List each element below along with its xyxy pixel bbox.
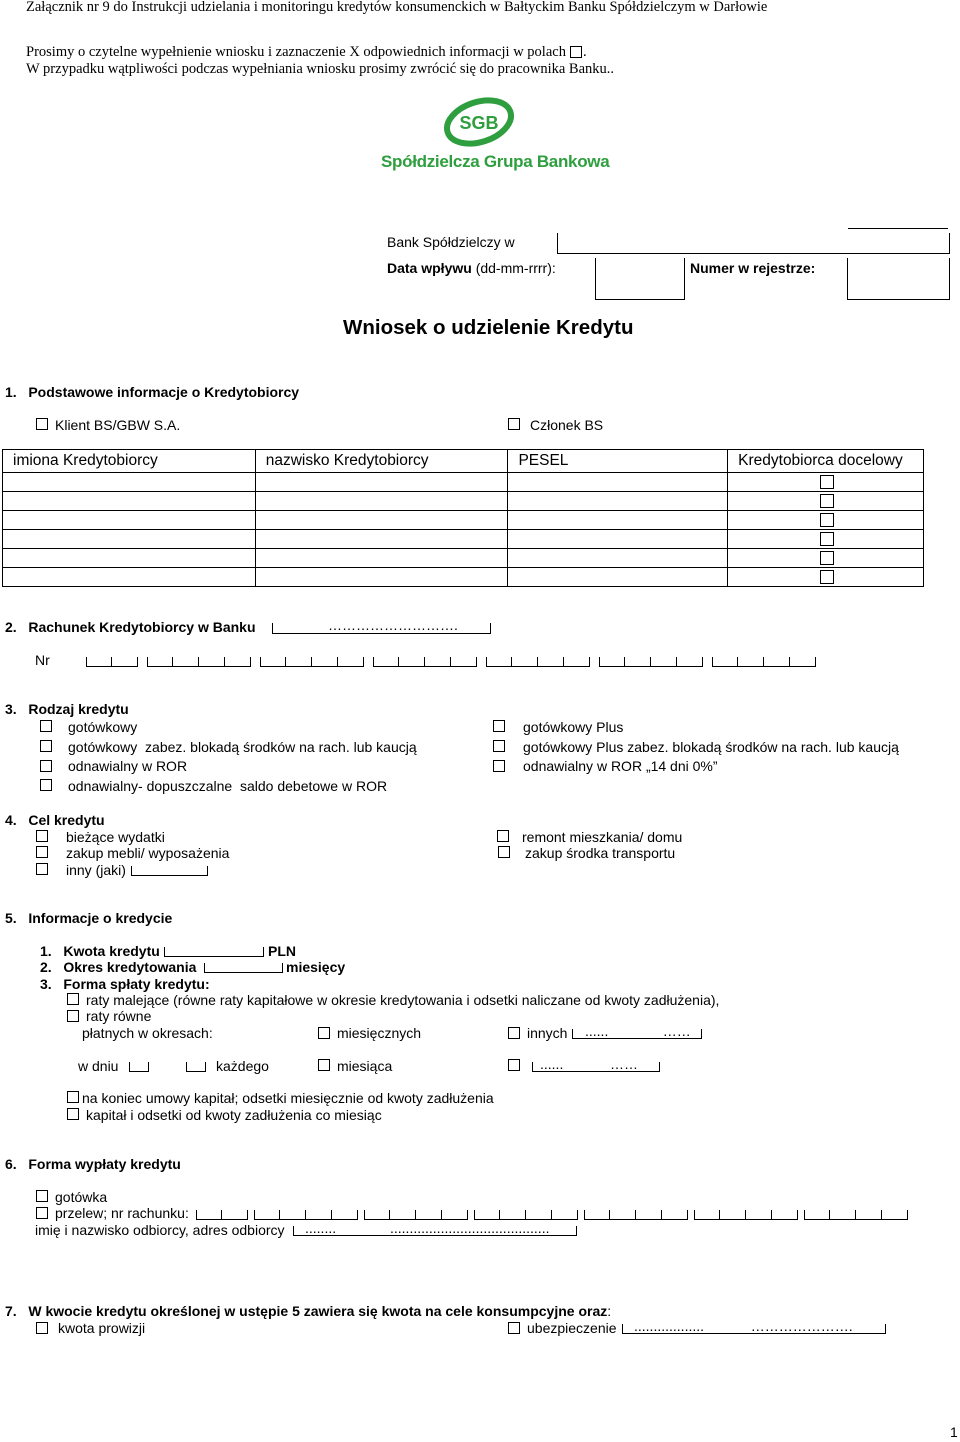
account-digit-box[interactable] <box>332 1210 358 1220</box>
register-label: Numer w rejestrze: <box>690 260 816 276</box>
instruction-line-1: Prosimy o czytelne wypełnienie wniosku i zaznaczenie X odpowiednich informacji w polach <box>26 44 566 60</box>
account-digit-box[interactable] <box>500 1210 526 1220</box>
account-digit-box[interactable] <box>584 1210 610 1220</box>
account-digit-box[interactable] <box>364 1210 390 1220</box>
client-label: Klient BS/GBW S.A. <box>55 417 181 433</box>
type-overdraft-checkbox[interactable] <box>40 779 52 791</box>
account-digit-box[interactable] <box>373 657 399 667</box>
end-capital-checkbox[interactable] <box>67 1091 79 1103</box>
account-digit-box[interactable] <box>254 1210 280 1220</box>
repay-label: 3. Forma spłaty kredytu: <box>40 976 210 992</box>
account-digit-box[interactable] <box>286 657 312 667</box>
decreasing-checkbox[interactable] <box>67 993 79 1005</box>
account-digit-box[interactable] <box>512 657 538 667</box>
recipient-dots-1: ........ <box>305 1220 337 1236</box>
account-digit-box[interactable] <box>86 657 112 667</box>
register-top-line <box>848 228 948 229</box>
purpose-current-label: bieżące wydatki <box>66 829 165 845</box>
col-target-borrower: Kredytobiorca docelowy <box>728 450 924 473</box>
amount-label: 1. Kwota kredytu <box>40 943 160 959</box>
decreasing-label: raty malejące (równe raty kapitałowe w okresie kredytowania i odsetki naliczane od kwoty zadłużenia), <box>86 992 720 1008</box>
recipient-dots-2: ......................................... <box>390 1220 550 1236</box>
account-digit-box[interactable] <box>804 1210 830 1220</box>
instruction-line-1-end: . <box>583 44 587 60</box>
account-digit-box[interactable] <box>526 1210 552 1220</box>
account-digit-box[interactable] <box>399 657 425 667</box>
type-overdraft-label: odnawialny- dopuszczalne saldo debetowe w ROR <box>68 778 388 794</box>
account-digit-box[interactable] <box>790 657 816 667</box>
type-revolving-checkbox[interactable] <box>40 760 52 772</box>
type-cash-plus-checkbox[interactable] <box>493 720 505 732</box>
bank-label: Bank Spółdzielczy w <box>387 234 515 250</box>
client-checkbox[interactable] <box>36 418 48 430</box>
account-digit-box[interactable] <box>173 657 199 667</box>
equal-label: raty równe <box>86 1008 152 1024</box>
purpose-vehicle-label: zakup środka transportu <box>525 845 676 861</box>
type-cash-label: gotówkowy <box>68 719 138 735</box>
table-row <box>3 530 924 549</box>
account-digit-box[interactable] <box>312 657 338 667</box>
account-digit-box[interactable] <box>442 1210 468 1220</box>
sgb-logo-mark <box>440 96 520 148</box>
target-checkbox[interactable] <box>820 494 834 508</box>
account-digit-box[interactable] <box>112 657 138 667</box>
capital-interest-checkbox[interactable] <box>67 1108 79 1120</box>
capital-interest-label: kapitał i odsetki od kwoty zadłużenia co miesiąc <box>86 1107 382 1123</box>
account-digit-box[interactable] <box>564 657 590 667</box>
account-digit-box[interactable] <box>196 1210 222 1220</box>
section5-heading: 5. Informacje o kredycie <box>5 910 173 926</box>
insurance-checkbox[interactable] <box>508 1322 520 1334</box>
purpose-other-checkbox[interactable] <box>36 863 48 875</box>
other-period-checkbox[interactable] <box>508 1027 520 1039</box>
end-capital-label: na koniec umowy kapitał; odsetki miesięcznie od kwoty zadłużenia <box>82 1090 494 1106</box>
cash-checkbox[interactable] <box>36 1190 48 1202</box>
account-digit-box[interactable] <box>552 1210 578 1220</box>
account-digit-box[interactable] <box>306 1210 332 1220</box>
account-digit-box[interactable] <box>694 1210 720 1220</box>
purpose-furniture-label: zakup mebli/ wyposażenia <box>66 845 230 861</box>
page-title: Wniosek o udzielenie Kredytu <box>343 316 634 339</box>
account-digit-box[interactable] <box>610 1210 636 1220</box>
date-label: Data wpływu (dd-mm-rrrr): <box>387 260 556 276</box>
annex-note: Załącznik nr 9 do Instrukcji udzielania i monitoringu kredytów konsumenckich w Bałtyckim Banku Spółdzielczym w Darłowie <box>26 0 768 15</box>
purpose-renovation-checkbox[interactable] <box>497 830 509 842</box>
other-period-label: innych <box>527 1025 568 1041</box>
period-field[interactable] <box>204 963 283 973</box>
account-digit-box[interactable] <box>416 1210 442 1220</box>
instruction-line-2: W przypadku wątpliwości podczas wypełniania wniosku prosimy zwrócić się do pracownika Banku.. <box>26 61 615 77</box>
table-row <box>3 473 924 492</box>
account-digit-box[interactable] <box>677 657 703 667</box>
account-digit-box[interactable] <box>738 657 764 667</box>
account-digit-box[interactable] <box>199 657 225 667</box>
other-day-dots: ...... …… <box>540 1056 639 1072</box>
other-day-checkbox[interactable] <box>508 1059 520 1071</box>
account-digit-box[interactable] <box>260 657 286 667</box>
monthly-label: miesięcznych <box>337 1025 422 1041</box>
bank-name-field[interactable] <box>557 233 950 254</box>
period-label: 2. Okres kredytowania <box>40 959 197 975</box>
account-digit-box[interactable] <box>538 657 564 667</box>
section4-heading: 4. Cel kredytu <box>5 812 105 828</box>
account-digit-box[interactable] <box>712 657 738 667</box>
account-digit-box[interactable] <box>474 1210 500 1220</box>
purpose-furniture-checkbox[interactable] <box>36 846 48 858</box>
equal-checkbox[interactable] <box>67 1010 79 1022</box>
account-digit-box[interactable] <box>882 1210 908 1220</box>
member-checkbox[interactable] <box>508 418 520 430</box>
day-field-2[interactable] <box>186 1062 206 1072</box>
account-digit-box[interactable] <box>830 1210 856 1220</box>
amount-currency: PLN <box>268 943 296 959</box>
transfer-label: przelew; nr rachunku: <box>55 1205 189 1221</box>
account-digit-box[interactable] <box>764 657 790 667</box>
section3-heading: 3. Rodzaj kredytu <box>5 701 129 717</box>
account-digit-box[interactable] <box>147 657 173 667</box>
commission-label: kwota prowizji <box>58 1320 146 1336</box>
target-checkbox[interactable] <box>820 532 834 546</box>
type-cash-secured-checkbox[interactable] <box>40 740 52 752</box>
table-row <box>3 511 924 530</box>
type-ror-14-label: odnawialny w ROR „14 dni 0%” <box>523 758 718 774</box>
account-digit-box[interactable] <box>486 657 512 667</box>
account-digit-box[interactable] <box>651 657 677 667</box>
commission-checkbox[interactable] <box>36 1322 48 1334</box>
account-digit-box[interactable] <box>662 1210 688 1220</box>
account-digit-box[interactable] <box>222 1210 248 1220</box>
sample-checkbox <box>570 46 582 58</box>
account-digit-box[interactable] <box>772 1210 798 1220</box>
purpose-current-checkbox[interactable] <box>36 830 48 842</box>
each-label: każdego <box>216 1058 269 1074</box>
type-cash-secured-label: gotówkowy zabez. blokadą środków na rach. lub kaucją <box>68 739 417 755</box>
account-digit-box[interactable] <box>280 1210 306 1220</box>
account-digit-box[interactable] <box>425 657 451 667</box>
month-checkbox[interactable] <box>318 1059 330 1071</box>
monthly-checkbox[interactable] <box>318 1027 330 1039</box>
insurance-label: ubezpieczenie <box>527 1320 617 1336</box>
table-row <box>3 568 924 587</box>
periods-label: płatnych w okresach: <box>82 1025 213 1041</box>
purpose-vehicle-checkbox[interactable] <box>498 846 510 858</box>
account-digit-box[interactable] <box>856 1210 882 1220</box>
purpose-renovation-label: remont mieszkania/ domu <box>522 829 683 845</box>
day-label: w dniu <box>78 1058 119 1074</box>
account-digit-box[interactable] <box>225 657 251 667</box>
recipient-label: imię i nazwisko odbiorcy, adres odbiorcy <box>35 1222 285 1238</box>
account-digit-box[interactable] <box>625 657 651 667</box>
transfer-checkbox[interactable] <box>36 1207 48 1219</box>
bank-account-dots: ………………………. <box>328 617 458 633</box>
page-number: 1 <box>950 1424 958 1440</box>
period-unit: miesięcy <box>286 959 346 975</box>
account-digit-box[interactable] <box>746 1210 772 1220</box>
section7-heading: 7. W kwocie kredytu określonej w ustępie 5 zawiera się kwota na cele konsumpcyjne oraz: <box>5 1303 612 1319</box>
table-row <box>3 492 924 511</box>
account-digit-box[interactable] <box>390 1210 416 1220</box>
account-digit-box[interactable] <box>451 657 477 667</box>
account-digit-box[interactable] <box>636 1210 662 1220</box>
col-last-name: nazwisko Kredytobiorcy <box>255 450 508 473</box>
type-cash-checkbox[interactable] <box>40 720 52 732</box>
account-digit-box[interactable] <box>338 657 364 667</box>
borrowers-table <box>2 449 924 587</box>
member-label: Członek BS <box>530 417 604 433</box>
type-revolving-label: odnawialny w ROR <box>68 758 188 774</box>
date-field[interactable] <box>595 258 685 300</box>
target-checkbox[interactable] <box>820 513 834 527</box>
account-digit-box[interactable] <box>720 1210 746 1220</box>
type-cash-plus-secured-label: gotówkowy Plus zabez. blokadą środków na rach. lub kaucją <box>523 739 899 755</box>
account-nr-label: Nr <box>35 652 50 668</box>
type-cash-plus-secured-checkbox[interactable] <box>493 740 505 752</box>
sgb-logo <box>440 96 520 148</box>
amount-field[interactable] <box>164 947 264 957</box>
col-first-name: imiona Kredytobiorcy <box>3 450 256 473</box>
section1-heading: 1. Podstawowe informacje o Kredytobiorcy <box>5 384 300 400</box>
target-checkbox[interactable] <box>820 475 834 489</box>
target-checkbox[interactable] <box>820 570 834 584</box>
target-checkbox[interactable] <box>820 551 834 565</box>
cash-label: gotówka <box>55 1189 108 1205</box>
month-label: miesiąca <box>337 1058 393 1074</box>
purpose-other-label: inny (jaki) <box>66 862 126 878</box>
register-field[interactable] <box>847 258 950 300</box>
sgb-logo-text: SGB <box>459 113 499 133</box>
purpose-other-field[interactable] <box>131 866 208 876</box>
insurance-dots: .................. …………………. <box>634 1318 853 1334</box>
day-field-1[interactable] <box>129 1062 149 1072</box>
other-period-dots: ...... …… <box>585 1023 691 1039</box>
table-row <box>3 549 924 568</box>
type-ror-14-checkbox[interactable] <box>493 760 505 772</box>
type-cash-plus-label: gotówkowy Plus <box>523 719 624 735</box>
col-pesel: PESEL <box>508 450 728 473</box>
sgb-logo-name: Spółdzielcza Grupa Bankowa <box>381 152 610 171</box>
section6-heading: 6. Forma wypłaty kredytu <box>5 1156 181 1172</box>
account-digit-box[interactable] <box>599 657 625 667</box>
section2-heading: 2. Rachunek Kredytobiorcy w Banku <box>5 619 256 635</box>
